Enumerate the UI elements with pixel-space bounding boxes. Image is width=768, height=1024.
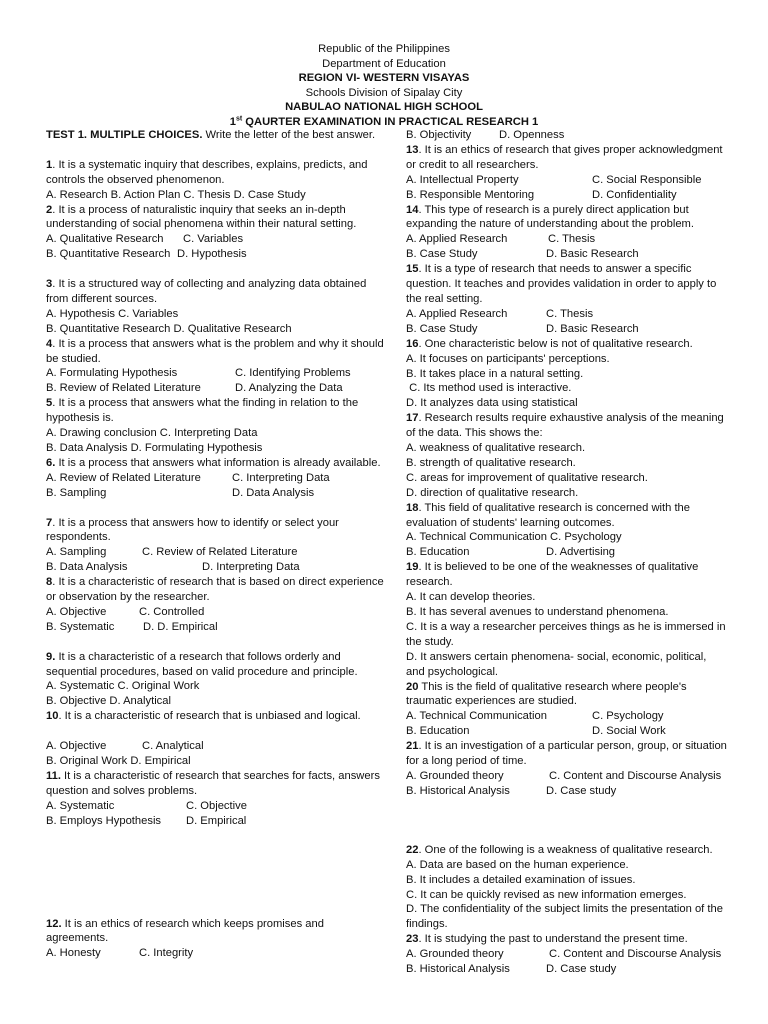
option-b: B. Employs Hypothesis [46, 814, 162, 827]
question-number: 2 [46, 203, 53, 216]
header-division: Schools Division of Sipalay City [305, 86, 463, 99]
question-body: . It is an ethics of research that gives proper acknowledgment or credit to all researchers. [406, 143, 723, 171]
option-b: B. It includes a detailed examination of issues. [406, 873, 636, 886]
question-number: 1 [46, 158, 53, 171]
question-number: 8 [46, 576, 53, 589]
question-22 [406, 843, 728, 932]
option-c: C. Variables [183, 233, 244, 246]
options-row [46, 545, 386, 560]
options-row [46, 381, 386, 396]
question-text [46, 575, 386, 605]
question-body: . It is a type of research that needs to answer a specific question. It teaches and provides validation in order to apply to the real setting. [406, 263, 717, 305]
option-a: A. It focuses on participants' perceptions. [406, 352, 610, 365]
options-row [46, 366, 386, 381]
option-b: B. It has several avenues to understand phenomena. [406, 606, 669, 618]
question-number: 5 [46, 397, 53, 410]
options-row: A. Hypothesis C. Variables [46, 307, 179, 320]
options-row [46, 814, 386, 829]
options-row [406, 188, 728, 203]
question-body: . It is a characteristic of research that is unbiased and logical. [58, 710, 361, 723]
question-23 [406, 932, 728, 977]
option-c: C. areas for improvement of qualitative research. [406, 471, 648, 484]
option-b: B. Sampling [46, 486, 107, 499]
option-d: D. Analyzing the Data [235, 382, 343, 395]
option-d: D. Data Analysis [232, 486, 315, 499]
options-row [46, 620, 386, 635]
option-b: B. Education [406, 725, 470, 738]
options-row: A. Drawing conclusion C. Interpreting Data [46, 427, 258, 440]
options-row [46, 799, 386, 814]
question-number: 13 [406, 143, 419, 156]
option-b: B. Case Study [406, 322, 478, 335]
question-number: 11. [46, 769, 61, 782]
question-2 [46, 203, 386, 263]
question-number: 19 [406, 561, 419, 574]
option-d: D. Social Work [592, 725, 666, 738]
question-number: 18 [406, 501, 419, 514]
question-body: . It is a characteristic of research that is based on direct experience or observation by the researcher. [46, 576, 384, 604]
options-row: A. Technical Communication C. Psychology [406, 531, 622, 544]
options-row [406, 947, 728, 962]
question-number: 3 [46, 278, 53, 291]
options-row [406, 232, 728, 247]
question-number: 23 [406, 933, 419, 946]
question-body: It is a process that answers what information is already available. [55, 456, 381, 469]
option-c: C. It can be quickly revised as new information emerges. [406, 888, 687, 901]
question-number: 7 [46, 516, 53, 529]
option-a: A. Objective [46, 605, 107, 618]
question-20 [406, 680, 728, 740]
question-19 [406, 560, 728, 679]
question-16 [406, 337, 728, 412]
question-body: . One of the following is a weakness of qualitative research. [418, 843, 713, 856]
question-text [406, 262, 728, 307]
question-number: 21 [406, 740, 419, 753]
option-a: A. Intellectual Property [406, 173, 519, 186]
options-row [46, 739, 386, 754]
question-body: . This type of research is a purely direct application but expanding the nature of understanding about the problem. [406, 203, 694, 231]
question-text [46, 769, 386, 799]
option-c: C. Psychology [592, 710, 664, 723]
question-text [406, 411, 728, 441]
question-text [406, 501, 728, 531]
header-region: REGION VI- WESTERN VISAYAS [298, 72, 470, 84]
question-6 [46, 456, 386, 501]
option-d: D. Basic Research [546, 248, 639, 261]
question-number: 16 [406, 337, 419, 350]
question-body: It is a characteristic of research that searches for facts, answers question and solves problems. [46, 769, 380, 797]
option-a: A. Grounded theory [406, 769, 504, 782]
question-body: . It is a systematic inquiry that describes, explains, predicts, and controls the observed phenomenon. [46, 158, 368, 186]
option-d: D. direction of qualitative research. [406, 486, 579, 499]
option-b: B. strength of qualitative research. [406, 456, 576, 469]
options-row: A. Systematic C. Original Work [46, 680, 200, 693]
options-row [46, 605, 386, 620]
question-number: 6. [46, 456, 56, 469]
option-b: B. Review of Related Literature [46, 382, 201, 395]
question-7 [46, 516, 386, 576]
question-number: 15 [406, 263, 419, 276]
option-d: D. It answers certain phenomena- social, economic, political, and psychological. [406, 650, 707, 678]
option-a: A. Review of Related Literature [46, 471, 201, 484]
question-text [406, 337, 728, 352]
question-15 [406, 262, 728, 337]
option-a: A. Honesty [46, 947, 101, 960]
question-number: 22 [406, 843, 419, 856]
options-row: B. Data Analysis D. Formulating Hypothesis [46, 442, 263, 454]
option-a: A. Data are based on the human experience. [406, 858, 629, 871]
options-row: A. Research B. Action Plan C. Thesis D. Case Study [46, 188, 306, 201]
question-21 [406, 739, 728, 799]
question-5 [46, 396, 386, 456]
question-text [46, 709, 386, 724]
question-8 [46, 575, 386, 635]
option-a: A. Technical Communication [406, 710, 547, 723]
exam-title-text: QAURTER EXAMINATION IN PRACTICAL RESEARCH 1 [242, 115, 539, 128]
option-b: B. Data Analysis [46, 561, 128, 574]
option-d: D. Empirical [186, 814, 247, 827]
question-number: 14 [406, 203, 419, 216]
options-row [406, 307, 728, 322]
options-row [406, 962, 728, 977]
right-column [406, 128, 728, 977]
options-row [46, 560, 386, 575]
question-text [46, 158, 386, 188]
option-d: D. Interpreting Data [202, 561, 300, 574]
question-text [46, 337, 386, 367]
option-d: D. Advertising [546, 546, 616, 559]
option-a: A. Grounded theory [406, 948, 504, 961]
options-row [46, 471, 386, 486]
option-c: C. Integrity [139, 947, 194, 960]
question-text [46, 277, 386, 307]
options-row [46, 247, 386, 262]
option-c: C. It is a way a researcher perceives things as he is immersed in the study. [406, 620, 726, 648]
question-number: 9. [46, 650, 56, 663]
options-row [46, 232, 386, 247]
option-d: D. Hypothesis [177, 248, 247, 261]
option-b: B. Education [406, 546, 470, 559]
option-a: A. Formulating Hypothesis [46, 367, 178, 380]
question-text [46, 516, 386, 546]
question-body: . Research results require exhaustive analysis of the meaning of the data. This shows the: [406, 412, 724, 440]
option-c: C. Interpreting Data [232, 471, 330, 484]
options-row [46, 946, 386, 961]
option-d: D. Confidentiality [592, 188, 677, 201]
question-12-continued [406, 128, 728, 143]
question-14 [406, 203, 728, 263]
option-b: B. Historical Analysis [406, 963, 510, 976]
option-b: B. Responsible Mentoring [406, 188, 535, 201]
question-text [46, 917, 386, 947]
question-11 [46, 769, 386, 829]
question-number: 20 [406, 680, 419, 693]
test-heading [46, 128, 386, 143]
option-d: D. Openness [499, 129, 565, 141]
document-header [0, 42, 768, 129]
option-a: A. weakness of qualitative research. [406, 442, 586, 455]
question-text [46, 396, 386, 426]
question-text [406, 143, 728, 173]
question-body: . It is an investigation of a particular person, group, or situation for a long period of time. [406, 740, 727, 768]
question-12 [46, 917, 386, 962]
option-c: C. Content and Discourse Analysis [549, 769, 722, 782]
options-row: B. Quantitative Research D. Qualitative Research [46, 322, 292, 335]
question-body: . It is a process that answers what is the problem and why it should be studied. [46, 337, 384, 365]
option-c: C. Thesis [546, 307, 594, 320]
question-body: It is an ethics of research which keeps promises and agreements. [46, 917, 324, 945]
question-body: . It is a process of naturalistic inquiry that seeks an in-depth understanding of social phenomena within their natural setting. [46, 203, 357, 231]
exam-title-number: 1 [229, 115, 236, 128]
options-row [406, 769, 728, 784]
header-republic: Republic of the Philippines [318, 43, 450, 55]
question-body: . It is believed to be one of the weaknesses of qualitative research. [406, 561, 699, 589]
test-instruction: Write the letter of the best answer. [202, 129, 376, 141]
question-body: This is the field of qualitative research where people's traumatic experiences are studied. [406, 680, 687, 708]
header-department: Department of Education [322, 57, 446, 70]
option-a: A. Applied Research [406, 233, 508, 246]
test-title: TEST 1. MULTIPLE CHOICES. [46, 129, 203, 141]
question-body: . One characteristic below is not of qualitative research. [418, 337, 693, 350]
question-13 [406, 143, 728, 203]
option-c: C. Review of Related Literature [142, 546, 298, 559]
options-row: B. Objective D. Analytical [46, 695, 171, 708]
question-1 [46, 158, 386, 203]
question-4 [46, 337, 386, 397]
option-d: D. It analyzes data using statistical [406, 397, 578, 410]
header-exam-title [0, 115, 768, 130]
option-a: A. It can develop theories. [406, 591, 536, 604]
option-c: C. Identifying Problems [235, 367, 351, 380]
option-a: A. Sampling [46, 546, 107, 559]
option-a: A. Objective [46, 740, 107, 753]
question-number: 17 [406, 412, 419, 425]
options-row [406, 322, 728, 337]
exam-title-ordinal: st [235, 114, 243, 122]
question-text [406, 843, 728, 858]
option-a: A. Qualitative Research [46, 233, 164, 246]
option-c: C. Thesis [548, 233, 596, 246]
question-text [46, 650, 386, 680]
option-b: B. It takes place in a natural setting. [406, 367, 584, 380]
question-10 [46, 709, 386, 769]
option-b: B. Quantitative Research [46, 248, 171, 261]
question-9 [46, 650, 386, 710]
options-row [46, 486, 386, 501]
option-d: D. Case study [546, 963, 617, 976]
option-c: C. Social Responsible [592, 173, 702, 186]
option-d: D. The confidentiality of the subject limits the presentation of the findings. [406, 903, 723, 931]
option-d: D. Basic Research [546, 322, 639, 335]
options-row [406, 545, 728, 560]
option-c: C. Analytical [142, 740, 204, 753]
option-a: A. Applied Research [406, 307, 508, 320]
option-c: C. Content and Discourse Analysis [549, 948, 722, 961]
question-body: . It is a process that answers how to identify or select your respondents. [46, 516, 339, 544]
option-b: B. Objectivity [406, 129, 472, 141]
question-body: It is a characteristic of a research that follows orderly and sequential procedures, based on valid procedure and principle. [46, 650, 358, 678]
header-school: NABULAO NATIONAL HIGH SCHOOL [285, 101, 483, 113]
options-row [406, 247, 728, 262]
options-row [406, 724, 728, 739]
option-b: B. Historical Analysis [406, 784, 510, 797]
question-number: 4 [46, 337, 53, 350]
question-body: . It is a structured way of collecting and analyzing data obtained from different sources. [46, 278, 367, 305]
question-number: 12. [46, 917, 62, 930]
question-number: 10 [46, 710, 59, 723]
question-text [406, 680, 728, 710]
question-text [46, 203, 386, 233]
question-text [406, 739, 728, 769]
question-text [406, 932, 728, 947]
options-row [406, 173, 728, 188]
option-d: D. Case study [546, 784, 617, 797]
question-body: . It is studying the past to understand the present time. [418, 933, 688, 946]
left-column [46, 128, 386, 961]
options-row: B. Original Work D. Empirical [46, 754, 191, 767]
options-row [406, 709, 728, 724]
question-text [406, 560, 728, 590]
question-text [406, 203, 728, 233]
option-d: D. D. Empirical [143, 620, 218, 633]
option-b: B. Case Study [406, 248, 478, 261]
question-18 [406, 501, 728, 561]
option-c: C. Objective [186, 799, 247, 812]
question-body: . This field of qualitative research is concerned with the evaluation of students' learning outcomes. [406, 501, 690, 529]
option-a: A. Systematic [46, 799, 115, 812]
option-c: C. Controlled [139, 605, 205, 618]
question-text [46, 456, 386, 471]
options-row [406, 784, 728, 799]
question-17 [406, 411, 728, 500]
option-c: C. Its method used is interactive. [406, 382, 572, 395]
question-3 [46, 277, 386, 337]
question-body: . It is a process that answers what the finding in relation to the hypothesis is. [46, 397, 359, 425]
option-b: B. Systematic [46, 620, 115, 633]
